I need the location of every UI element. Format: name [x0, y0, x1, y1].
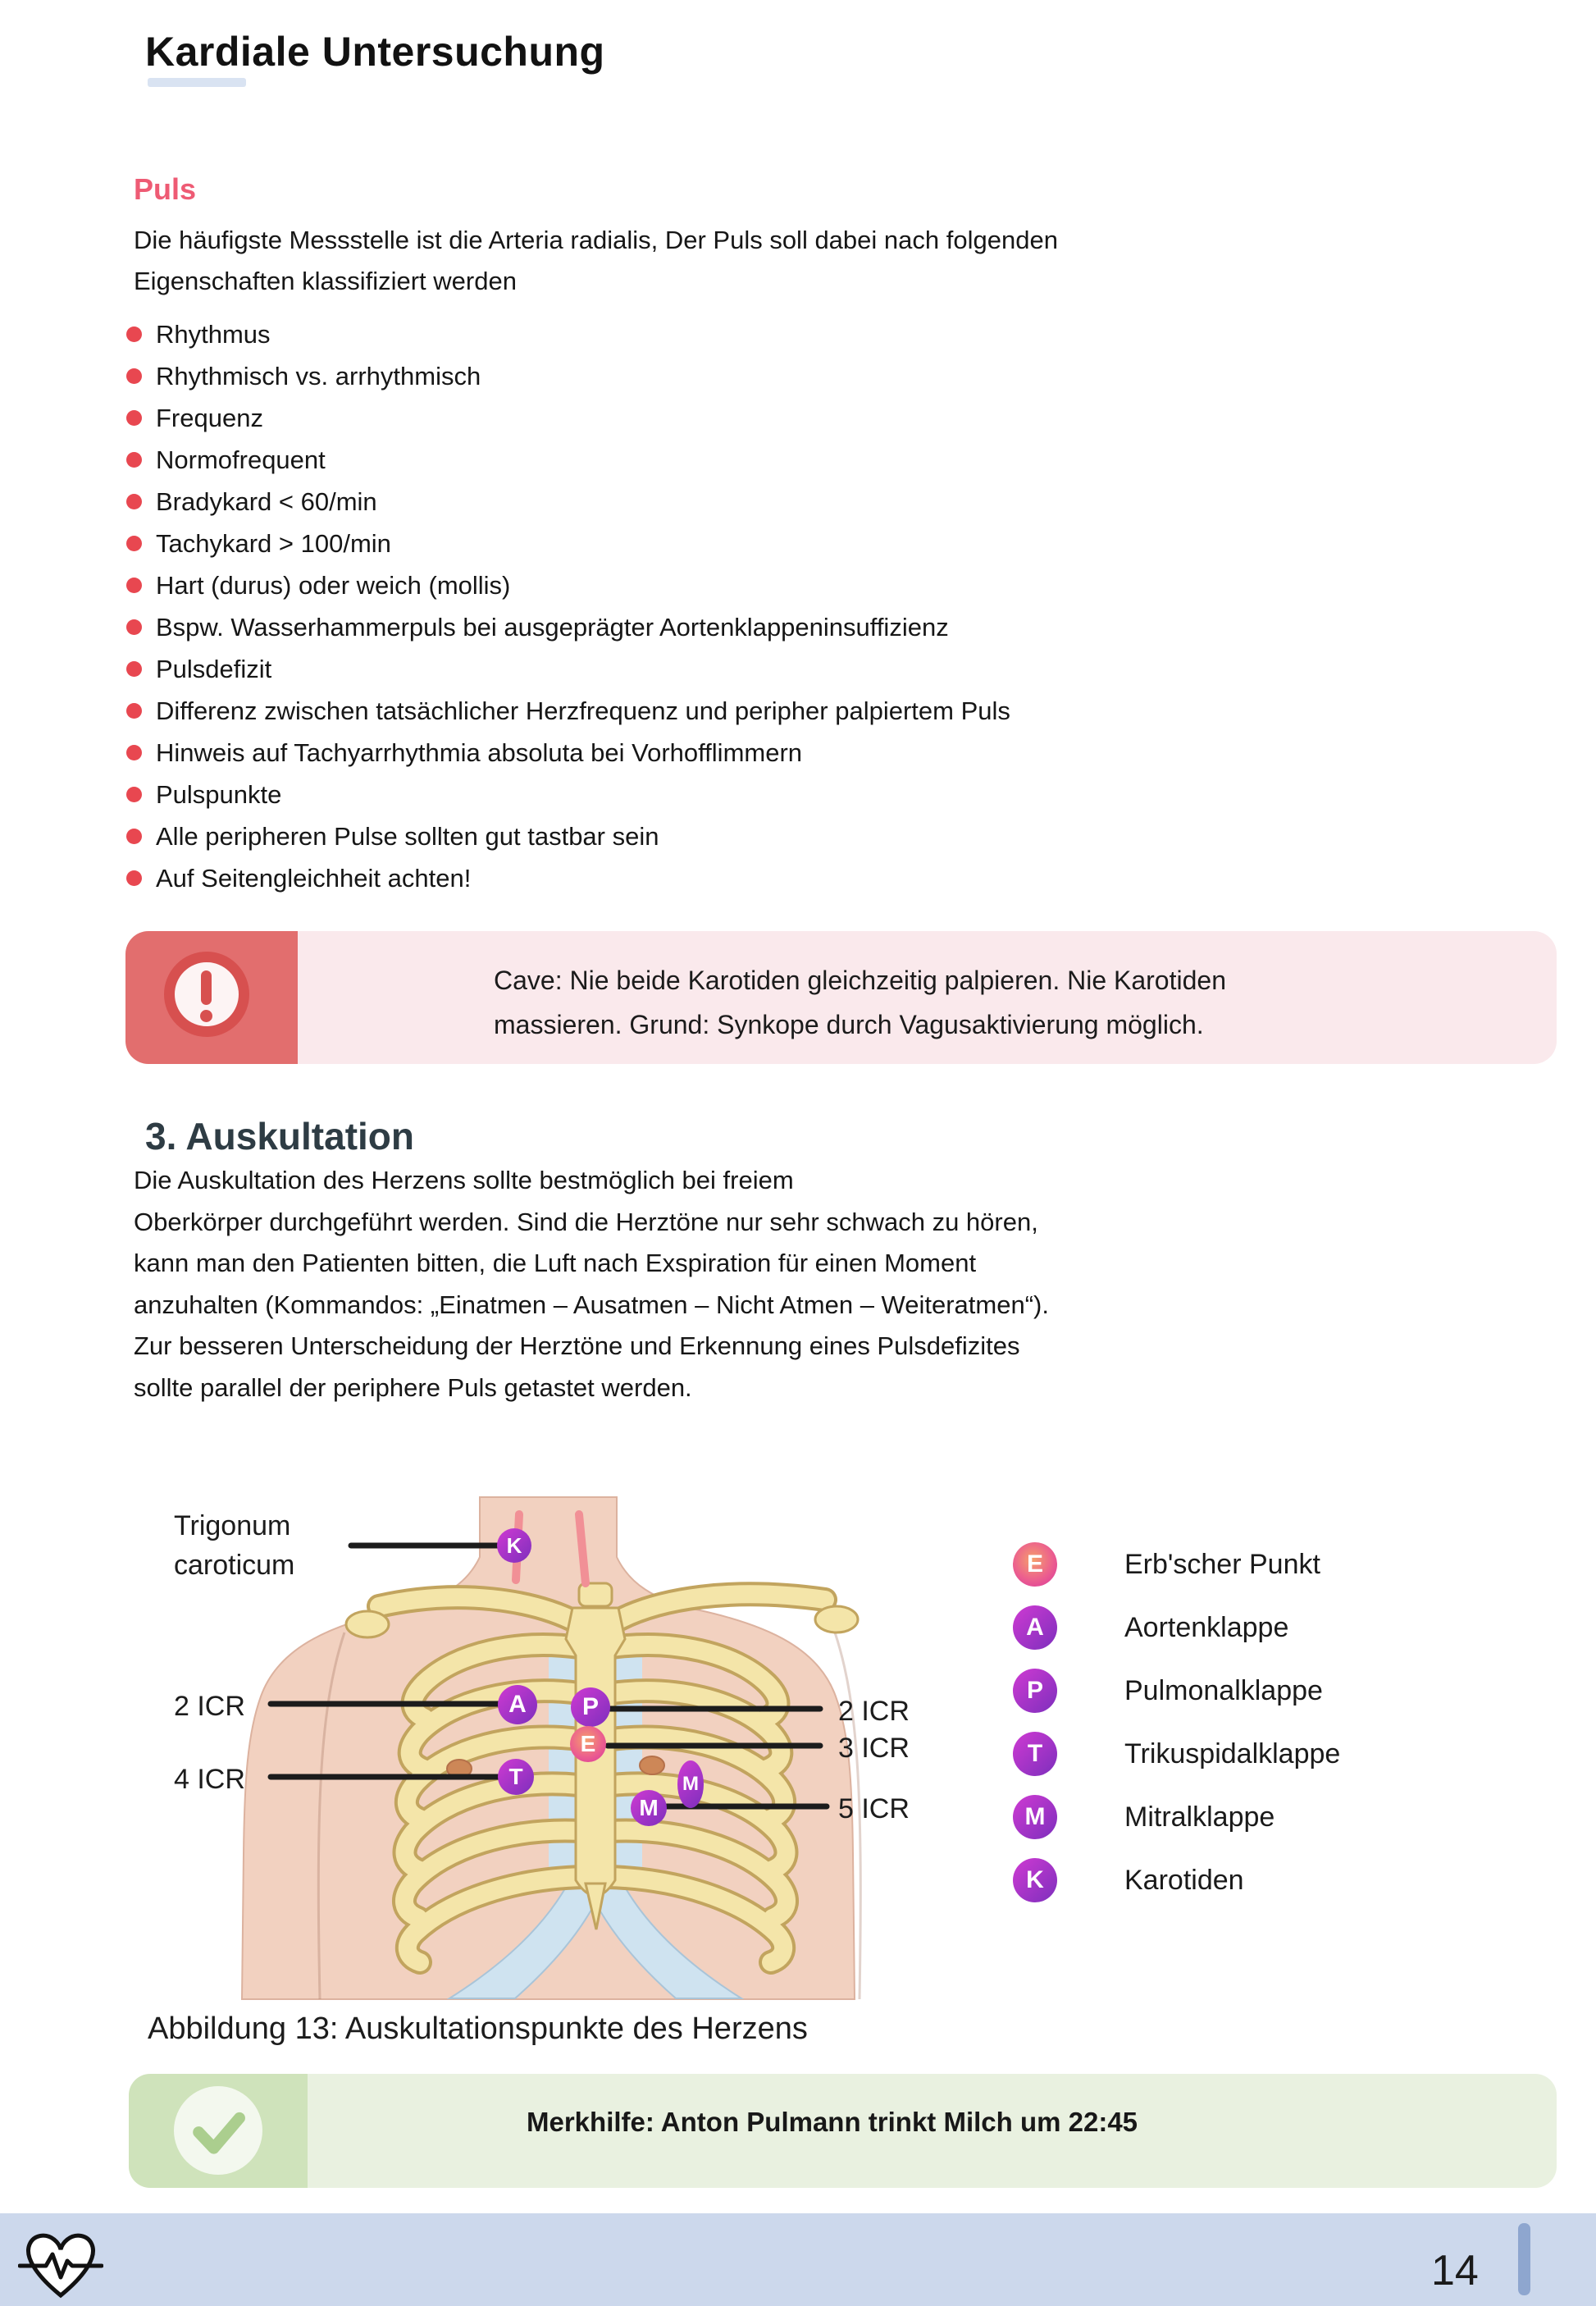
- legend-label: Mitralklappe: [1124, 1801, 1275, 1833]
- legend-circle-M: M: [1013, 1795, 1057, 1839]
- legend-label: Karotiden: [1124, 1864, 1244, 1896]
- paragraph-line: sollte parallel der periphere Puls getastet werden.: [134, 1372, 692, 1402]
- merkhilfe-callout: [129, 2074, 1557, 2188]
- legend-row-karotiden: [1013, 1858, 1244, 1902]
- marker-M-oval: M: [677, 1760, 704, 1808]
- bullet-text: Auf Seitengleichheit achten!: [156, 863, 472, 893]
- bullet-text: Pulsdefizit: [156, 654, 272, 683]
- bullet-text: Pulspunkte: [156, 779, 282, 809]
- paragraph-line: kann man den Patienten bitten, die Luft nach Exspiration für einen Moment: [134, 1249, 977, 1277]
- legend-row-aorten: [1013, 1605, 1288, 1650]
- icr-label-right-5: 5 ICR: [838, 1793, 910, 1824]
- marker-P: P: [571, 1687, 610, 1727]
- marker-K: K: [497, 1528, 531, 1563]
- bullet-text: Rhythmisch vs. arrhythmisch: [156, 361, 481, 390]
- bullet-text: Tachykard > 100/min: [156, 528, 391, 558]
- footer-accent-bar: [1518, 2223, 1530, 2295]
- paragraph-line: Oberkörper durchgeführt werden. Sind die Herztöne nur sehr schwach zu hören,: [134, 1207, 1038, 1236]
- bullet-text: Bradykard < 60/min: [156, 486, 377, 516]
- legend-row-pulmonal: [1013, 1669, 1323, 1713]
- bullet-text: Rhythmus: [156, 319, 271, 349]
- footer-bar: [0, 2213, 1596, 2306]
- cave-line: Cave: Nie beide Karotiden gleichzeitig palpieren. Nie Karotiden: [494, 966, 1226, 995]
- bullet-text: Differenz zwischen tatsächlicher Herzfrequenz und peripher palpiertem Puls: [156, 696, 1010, 725]
- merkhilfe-text: Merkhilfe: Anton Pulmann trinkt Milch um 22:45: [527, 2107, 1138, 2137]
- legend-row-erb: [1013, 1542, 1320, 1587]
- trigonum-line2: caroticum: [174, 1550, 295, 1581]
- heartbeat-icon: [18, 2225, 103, 2300]
- checkmark-icon: [174, 2086, 262, 2175]
- legend-row-mitral: [1013, 1795, 1275, 1839]
- bullet-text: Normofrequent: [156, 445, 326, 474]
- bullet-text: Frequenz: [156, 403, 263, 432]
- icr-label-left-4: 4 ICR: [174, 1764, 245, 1795]
- legend-label: Erb'scher Punkt: [1124, 1548, 1320, 1580]
- trigonum-line1: Trigonum: [174, 1510, 291, 1541]
- legend-circle-E: E: [1013, 1542, 1057, 1587]
- merkhilfe-body: [308, 2074, 1557, 2188]
- bullet-text: Alle peripheren Pulse sollten gut tastbar sein: [156, 821, 659, 851]
- marker-A: A: [498, 1685, 537, 1724]
- legend-circle-K: K: [1013, 1858, 1057, 1902]
- legend-label: Aortenklappe: [1124, 1611, 1289, 1643]
- legend-label: Trikuspidalklappe: [1124, 1737, 1341, 1769]
- page-title: Kardiale Untersuchung: [145, 29, 605, 75]
- legend-circle-T: T: [1013, 1732, 1057, 1776]
- intro-line: Eigenschaften klassifiziert werden: [134, 267, 517, 295]
- puls-heading: Puls: [134, 172, 197, 206]
- intro-line: Die häufigste Messstelle ist die Arteria radialis, Der Puls soll dabei nach folgenden: [134, 226, 1058, 254]
- bullet-text: Hart (durus) oder weich (mollis): [156, 570, 511, 600]
- marker-T: T: [498, 1759, 534, 1795]
- cave-line: massieren. Grund: Synkope durch Vagusaktivierung möglich.: [494, 1010, 1204, 1039]
- auskultation-heading: 3. Auskultation: [145, 1115, 414, 1158]
- page-number: 14: [1431, 2247, 1479, 2295]
- icr-label-right-3: 3 ICR: [838, 1733, 910, 1764]
- icr-label-left-2: 2 ICR: [174, 1691, 245, 1722]
- legend-label: Pulmonalklappe: [1124, 1674, 1323, 1706]
- paragraph-line: Zur besseren Unterscheidung der Herztöne und Erkennung eines Pulsdefizites: [134, 1331, 1020, 1360]
- paragraph-line: anzuhalten (Kommandos: „Einatmen – Ausatmen – Nicht Atmen – Weiteratmen“).: [134, 1290, 1049, 1319]
- legend-circle-A: A: [1013, 1605, 1057, 1650]
- legend-row-trikuspidal: [1013, 1732, 1340, 1776]
- paragraph-line: Die Auskultation des Herzens sollte bestmöglich bei freiem: [134, 1166, 794, 1194]
- trigonum-label: [174, 1506, 294, 1585]
- marker-M: M: [631, 1790, 667, 1826]
- check-icon-panel: [129, 2074, 308, 2188]
- bullet-text: Hinweis auf Tachyarrhythmia absoluta bei Vorhofflimmern: [156, 737, 803, 767]
- bullet-text: Bspw. Wasserhammerpuls bei ausgeprägter Aortenklappeninsuffizienz: [156, 612, 949, 642]
- icr-label-right-2: 2 ICR: [838, 1696, 910, 1727]
- legend-circle-P: P: [1013, 1669, 1057, 1713]
- figure-caption: Abbildung 13: Auskultationspunkte des Herzens: [148, 2011, 808, 2046]
- marker-E: E: [570, 1726, 606, 1762]
